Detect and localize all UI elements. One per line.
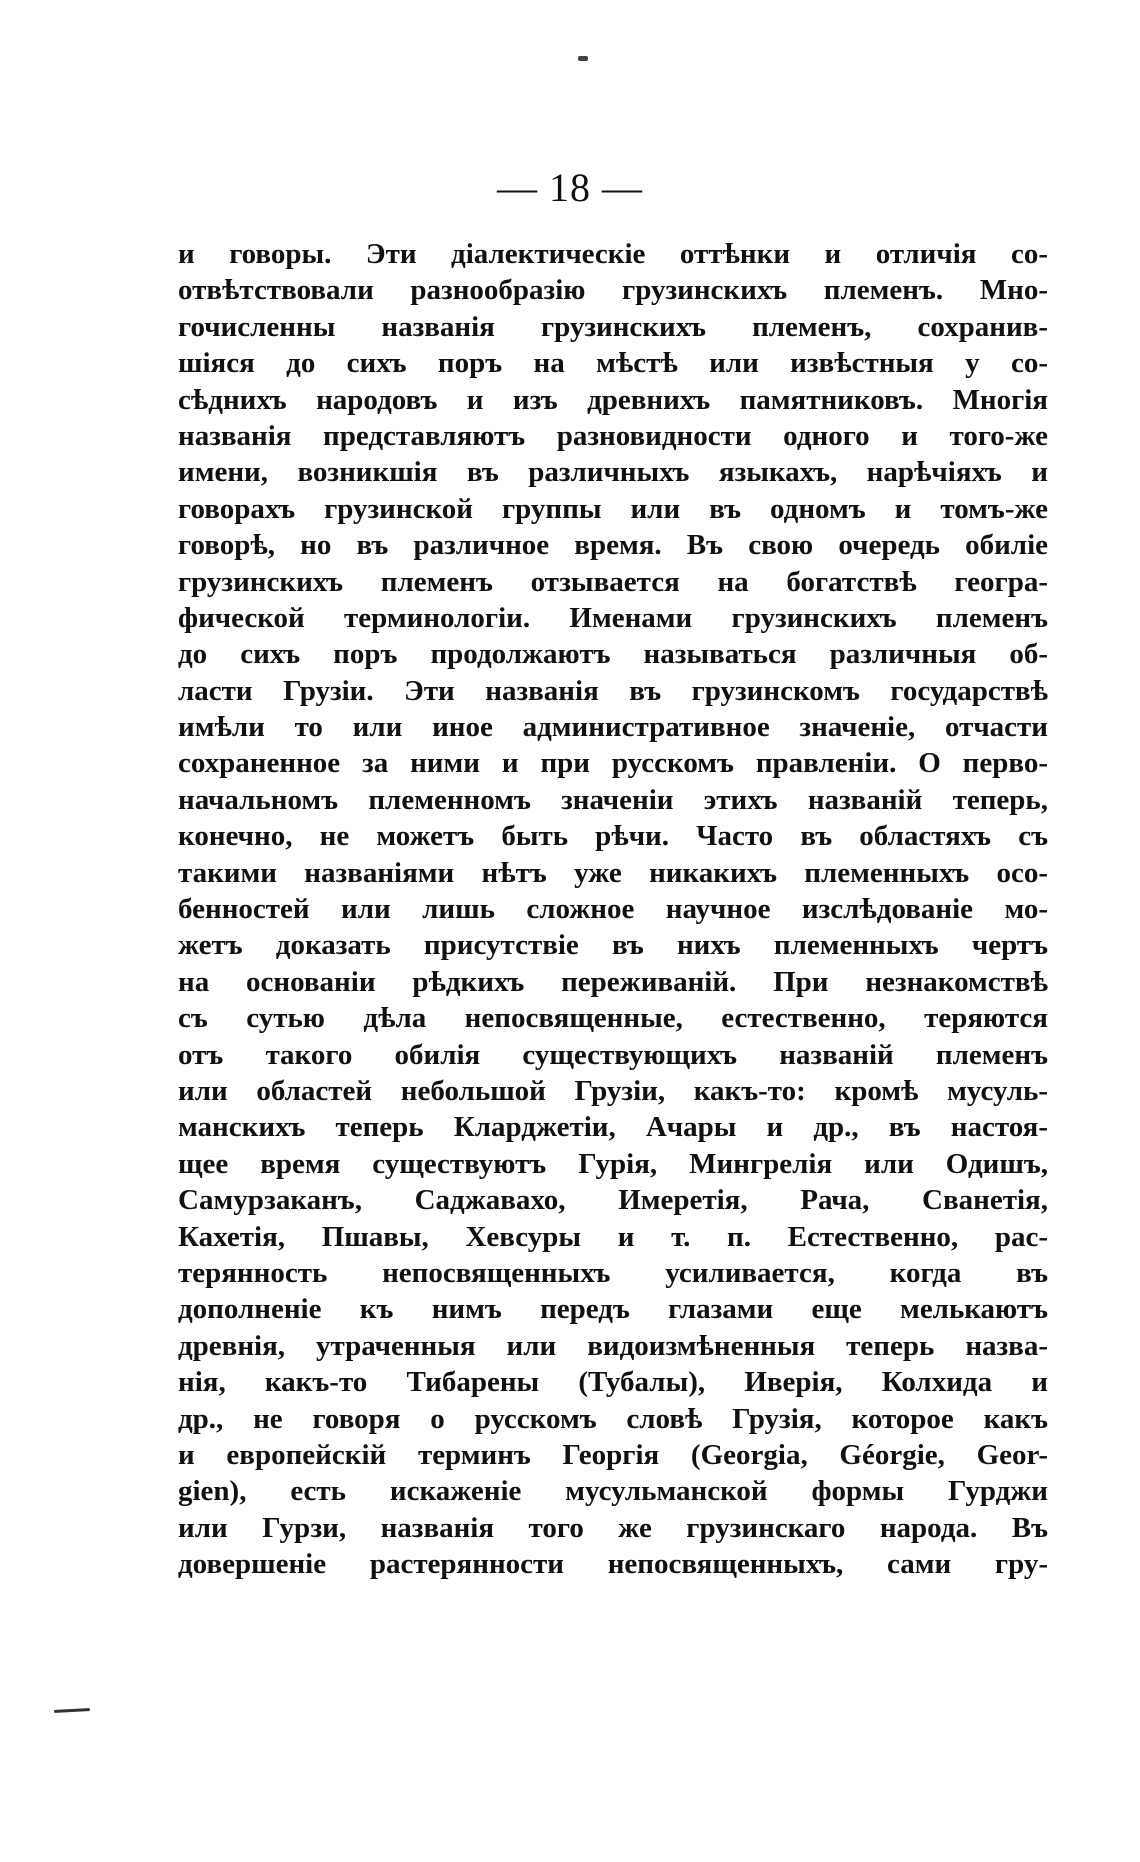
- text-line: грузинскихъ племенъ отзывается на богатствѣ геогра-: [178, 565, 1048, 598]
- text-line: нія, какъ-то Тибарены (Тубалы), Иверія, Колхида и: [178, 1366, 1048, 1399]
- text-line: древнія, утраченныя или видоизмѣненныя теперь назва-: [178, 1329, 1048, 1362]
- text-line: жетъ доказать присутствіе въ нихъ племенныхъ чертъ: [178, 929, 1048, 962]
- text-line: Самурзаканъ, Саджавахо, Имеретія, Рача, Сванетія,: [178, 1184, 1048, 1217]
- text-line: на основаніи рѣдкихъ переживаній. При незнакомствѣ: [178, 965, 1048, 998]
- text-line: отвѣтствовали разнообразію грузинскихъ племенъ. Мно-: [178, 274, 1048, 307]
- text-line: отъ такого обилія существующихъ названій племенъ: [178, 1038, 1048, 1071]
- text-line: Кахетія, Пшавы, Хевсуры и т. п. Естественно, рас-: [178, 1220, 1048, 1253]
- text-line: фической терминологіи. Именами грузинскихъ племенъ: [178, 601, 1048, 634]
- text-line: или областей небольшой Грузіи, какъ-то: кромѣ мусуль-: [178, 1074, 1048, 1107]
- page-number: — 18 —: [497, 165, 643, 210]
- text-line: и говоры. Эти діалектическіе оттѣнки и отличія со-: [178, 238, 1048, 270]
- text-line: имѣли то или иное административное значеніе, отчасти: [178, 711, 1048, 744]
- text-line: терянность непосвященныхъ усиливается, когда въ: [178, 1256, 1048, 1289]
- text-line: конечно, не можетъ быть рѣчи. Часто въ областяхъ съ: [178, 820, 1048, 853]
- text-line: др., не говоря о русскомъ словѣ Грузія, которое какъ: [178, 1402, 1048, 1435]
- text-line: такими названіями нѣтъ уже никакихъ племенныхъ осо-: [178, 856, 1048, 889]
- text-line: и европейскій терминъ Георгія (Georgia, Géorgie, Geor-: [178, 1438, 1048, 1471]
- text-line: или Гурзи, названія того же грузинскаго народа. Въ: [178, 1511, 1048, 1544]
- bottom-ink-mark: [54, 1708, 90, 1713]
- text-line: говорахъ грузинской группы или въ одномъ и томъ-же: [178, 492, 1048, 525]
- text-line: манскихъ теперь Кларджетіи, Ачары и др., въ настоя-: [178, 1111, 1048, 1144]
- body-text: [178, 236, 1048, 1582]
- text-line: имени, возникшія въ различныхъ языкахъ, нарѣчіяхъ и: [178, 456, 1048, 489]
- text-line: щее время существуютъ Гурія, Мингрелія или Одишъ,: [178, 1147, 1048, 1180]
- text-line: съ сутью дѣла непосвященные, естественно, теряются: [178, 1002, 1048, 1035]
- text-line: довершеніе растерянности непосвященныхъ, сами гру-: [178, 1548, 1048, 1581]
- text-line: дополненіе къ нимъ передъ глазами еще мелькаютъ: [178, 1293, 1048, 1326]
- text-line: шіяся до сихъ поръ на мѣстѣ или извѣстныя у со-: [178, 347, 1048, 380]
- text-line: бенностей или лишь сложное научное изслѣдованіе мо-: [178, 893, 1048, 926]
- top-ink-mark: [578, 56, 588, 61]
- text-line: сѣднихъ народовъ и изъ древнихъ памятниковъ. Многія: [178, 383, 1048, 416]
- text-line: говорѣ, но въ различное время. Въ свою очередь обиліе: [178, 529, 1048, 562]
- text-line: названія представляютъ разновидности одного и того-же: [178, 419, 1048, 452]
- text-line: сохраненное за ними и при русскомъ правленіи. О перво-: [178, 747, 1048, 780]
- text-line: ласти Грузіи. Эти названія въ грузинскомъ государствѣ: [178, 674, 1048, 707]
- text-line: гочисленны названія грузинскихъ племенъ, сохранив-: [178, 310, 1048, 343]
- text-line: до сихъ поръ продолжаютъ называться различныя об-: [178, 638, 1048, 671]
- text-line: gien), есть искаженіе мусульманской формы Гурджи: [178, 1475, 1048, 1508]
- text-line: начальномъ племенномъ значеніи этихъ названій теперь,: [178, 783, 1048, 816]
